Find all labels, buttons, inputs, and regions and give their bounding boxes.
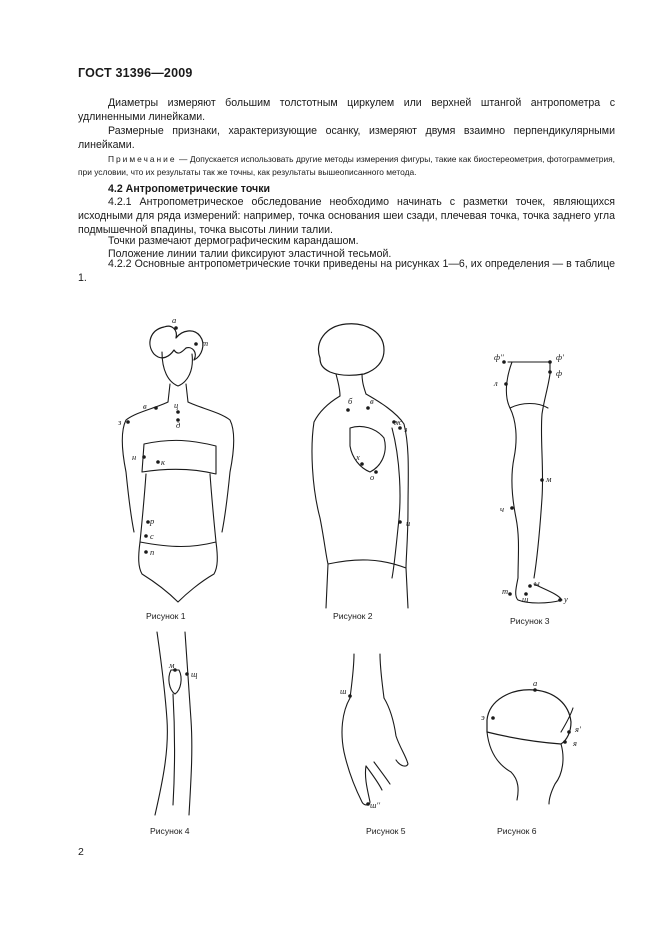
fig3-label-m: м: [546, 474, 552, 484]
figure-6-caption: Рисунок 6: [497, 826, 537, 836]
figure-5-caption: Рисунок 5: [366, 826, 406, 836]
fig5-label-sh2: ш'': [370, 800, 381, 810]
fig1-label-s: с: [150, 531, 154, 541]
fig3-label-ch: ч: [500, 504, 505, 514]
fig6-label-e: э: [481, 712, 485, 722]
figure-6-head-profile: [475, 680, 595, 805]
fig6-label-ya: я: [573, 738, 577, 748]
fig5-label-sh: ш: [340, 686, 347, 696]
figure-5-hand: [334, 652, 414, 812]
fig1-label-n: н: [132, 452, 137, 462]
fig6-label-a: а: [533, 678, 538, 688]
paragraph-figures: 4.2.2 Основные антропометрические точки приведены на рисунках 1—6, их определения — в таблице 1.: [78, 258, 615, 284]
paragraph-diameters: Диаметры измеряют большим толстотным циркулем или верхней штангой антропометра с удлиненными линейками.: [78, 97, 615, 123]
fig2-label-zh: ж: [394, 417, 402, 427]
fig3-label-t: т: [502, 586, 509, 596]
figure-3-caption: Рисунок 3: [510, 616, 550, 626]
figure-3-side-leg: [488, 348, 588, 613]
fig2-label-i: и: [406, 518, 411, 528]
paragraph-pencil: Точки размечают дермографическим карандашом.: [108, 235, 359, 247]
fig2-label-v: в: [370, 396, 374, 406]
figure-2-caption: Рисунок 2: [333, 611, 373, 621]
fig1-label-p: п: [150, 547, 155, 557]
figure-1-caption: Рисунок 1: [146, 611, 186, 621]
fig1-label-t: т: [202, 338, 209, 348]
fig2-label-kh: х: [356, 452, 360, 462]
figure-4-caption: Рисунок 4: [150, 826, 190, 836]
fig1-label-v: в: [143, 401, 147, 411]
fig4-label-m: м: [169, 660, 175, 670]
document-header: ГОСТ 31396—2009: [78, 66, 193, 80]
fig1-label-d: д: [176, 420, 181, 430]
note-text: — Допускается использовать другие методы измерения фигуры, такие как биостереометрия, фотограмметрия, при условии, что их результаты так же точны, как результаты вышеописанного метода.: [78, 154, 615, 177]
fig3-label-u: у: [564, 594, 568, 604]
fig1-label-a: а: [172, 315, 177, 325]
fig1-label-z: з: [118, 417, 122, 427]
paragraph-waist: Положение линии талии фиксируют эластичной тесьмой.: [108, 248, 392, 260]
fig1-label-ts: ц: [174, 400, 179, 410]
fig2-label-o: о: [370, 472, 375, 482]
fig3-label-f2: ф'': [494, 352, 504, 362]
note-label: Примечание: [108, 154, 177, 164]
fig1-label-k: к: [161, 457, 165, 467]
fig2-label-b: б: [348, 396, 353, 406]
paragraph-marking: 4.2.1 Антропометрическое обследование необходимо начинать с разметки точек, являющихся исходными для ряда измерений: например, точка основания шеи сзади, плечевая точка, точка заднего угла подмышечной впадины, точка высоты линии талии.: [78, 196, 615, 236]
figure-1-front-torso: [112, 312, 242, 607]
fig3-label-sh: ш: [522, 594, 529, 604]
fig3-label-f1: ф': [556, 352, 564, 362]
fig3-label-l: л: [494, 378, 498, 388]
fig3-label-y: ы: [534, 578, 540, 588]
figure-4-forearm: [145, 630, 225, 820]
fig2-label-z: з: [404, 424, 408, 434]
fig6-label-ya1: я': [575, 724, 581, 734]
page-number: 2: [78, 846, 84, 858]
figure-2-back-view: [300, 318, 425, 608]
fig1-label-r: р: [150, 516, 155, 526]
note-block: [78, 153, 615, 178]
fig4-label-shch: щ: [191, 669, 198, 679]
fig3-label-f: ф: [556, 368, 563, 378]
section-title: 4.2 Антропометрические точки: [108, 183, 271, 195]
paragraph-posture: Размерные признаки, характеризующие осанку, измеряют двумя взаимно перпендикулярными линейками.: [78, 125, 615, 151]
